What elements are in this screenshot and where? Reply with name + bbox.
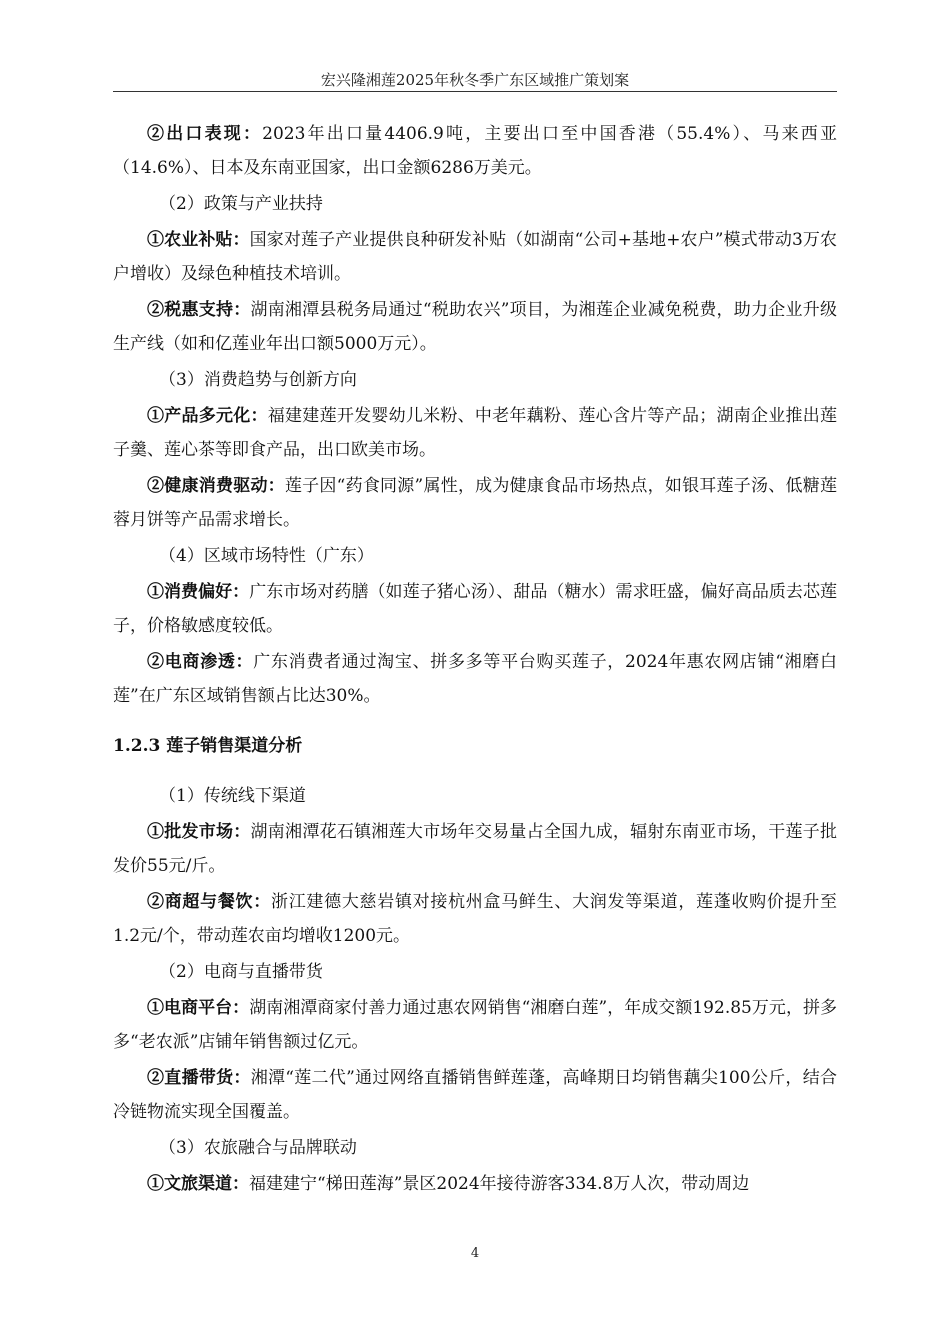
paragraph-text: 福建建莲开发婴幼儿米粉、中老年藕粉、莲心含片等产品；湖南企业推出莲子羹、莲心茶等即食产品，出口欧美市场。	[113, 406, 838, 460]
paragraph-retail-catering	[113, 885, 837, 953]
paragraph-text: 湘潭“莲二代”通过网络直播销售鲜莲蓬，高峰期日均销售藕尖100公斤，结合冷链物流实现全国覆盖。	[113, 1068, 838, 1122]
paragraph-text: 福建建宁“梯田莲海”景区2024年接待游客334.8万人次，带动周边	[249, 1174, 750, 1194]
paragraph-label: ①批发市场：	[147, 822, 251, 842]
page-number: 4	[470, 1246, 480, 1261]
paragraph-text: 莲子因“药食同源”属性，成为健康食品市场热点，如银耳莲子汤、低糖莲蓉月饼等产品需求增长。	[113, 476, 837, 530]
paragraph-ecommerce-penetration	[113, 645, 837, 713]
paragraph-product-diversification	[113, 399, 837, 467]
paragraph-text: 浙江建德大慈岩镇对接杭州盒马鲜生、大润发等渠道，莲蓬收购价提升至1.2元/个，带动莲农亩均增收1200元。	[113, 892, 838, 946]
paragraph-cultural-tourism	[113, 1167, 837, 1201]
paragraph-text: 湖南湘潭商家付善力通过惠农网销售“湘磨白莲”，年成交额192.85万元，拼多多“老农派”店铺年销售额过亿元。	[113, 998, 837, 1052]
paragraph-livestream-sales	[113, 1061, 837, 1129]
subheading-consumer-trends: （3）消费趋势与创新方向	[159, 370, 357, 390]
paragraph-label: ①产品多元化：	[147, 406, 268, 426]
paragraph-label: ②电商渗透：	[147, 652, 254, 672]
paragraph-tax-support	[113, 293, 837, 361]
page-header: 宏兴隆湘莲2025年秋冬季广东区域推广策划案	[320, 71, 630, 89]
paragraph-ecommerce-platform	[113, 991, 837, 1059]
paragraph-text: 广东消费者通过淘宝、拼多多等平台购买莲子，2024年惠农网店铺“湘磨白莲”在广东区域销售额占比达30%。	[113, 652, 837, 706]
paragraph-health-consumption	[113, 469, 837, 537]
paragraph-label: ①农业补贴：	[147, 230, 250, 250]
paragraph-agri-subsidy	[113, 223, 837, 291]
paragraph-label: ②出口表现：	[147, 124, 263, 144]
paragraph-text: 广东市场对药膳（如莲子猪心汤）、甜品（糖水）需求旺盛，偏好高品质去芯莲子，价格敏感度较低。	[113, 582, 838, 636]
paragraph-text: 国家对莲子产业提供良种研发补贴（如湖南“公司+基地+农户”模式带动3万农户增收）及绿色种植技术培训。	[113, 230, 838, 284]
document-body	[113, 117, 837, 1203]
subheading-policy-support: （2）政策与产业扶持	[159, 194, 323, 214]
paragraph-label: ②税惠支持：	[147, 300, 251, 320]
subheading-agritourism: （3）农旅融合与品牌联动	[159, 1138, 357, 1158]
paragraph-export-performance	[113, 117, 837, 185]
header-divider	[113, 91, 837, 92]
subheading-regional-market: （4）区域市场特性（广东）	[159, 546, 374, 566]
subheading-ecommerce-livestream: （2）电商与直播带货	[159, 962, 323, 982]
paragraph-label: ①文旅渠道：	[147, 1174, 249, 1194]
section-heading-text: 1.2.3 莲子销售渠道分析	[113, 736, 303, 756]
paragraph-text: 湖南湘潭花石镇湘莲大市场年交易量占全国九成，辐射东南亚市场，干莲子批发价55元/斤。	[113, 822, 838, 876]
paragraph-label: ①消费偏好：	[147, 582, 250, 602]
paragraph-text: 2023年出口量4406.9吨，主要出口至中国香港（55.4%）、马来西亚（14.6%）、日本及东南亚国家，出口金额6286万美元。	[113, 124, 837, 178]
paragraph-wholesale-market	[113, 815, 837, 883]
section-heading-sales-channels	[113, 729, 837, 763]
paragraph-text: 湖南湘潭县税务局通过“税助农兴”项目，为湘莲企业减免税费，助力企业升级生产线（如和亿莲业年出口额5000万元）。	[113, 300, 838, 354]
paragraph-label: ②健康消费驱动：	[147, 476, 285, 496]
subheading-offline-channels: （1）传统线下渠道	[159, 786, 306, 806]
paragraph-consumer-preference	[113, 575, 837, 643]
paragraph-label: ②直播带货：	[147, 1068, 251, 1088]
paragraph-label: ②商超与餐饮：	[147, 892, 271, 912]
paragraph-label: ①电商平台：	[147, 998, 250, 1018]
